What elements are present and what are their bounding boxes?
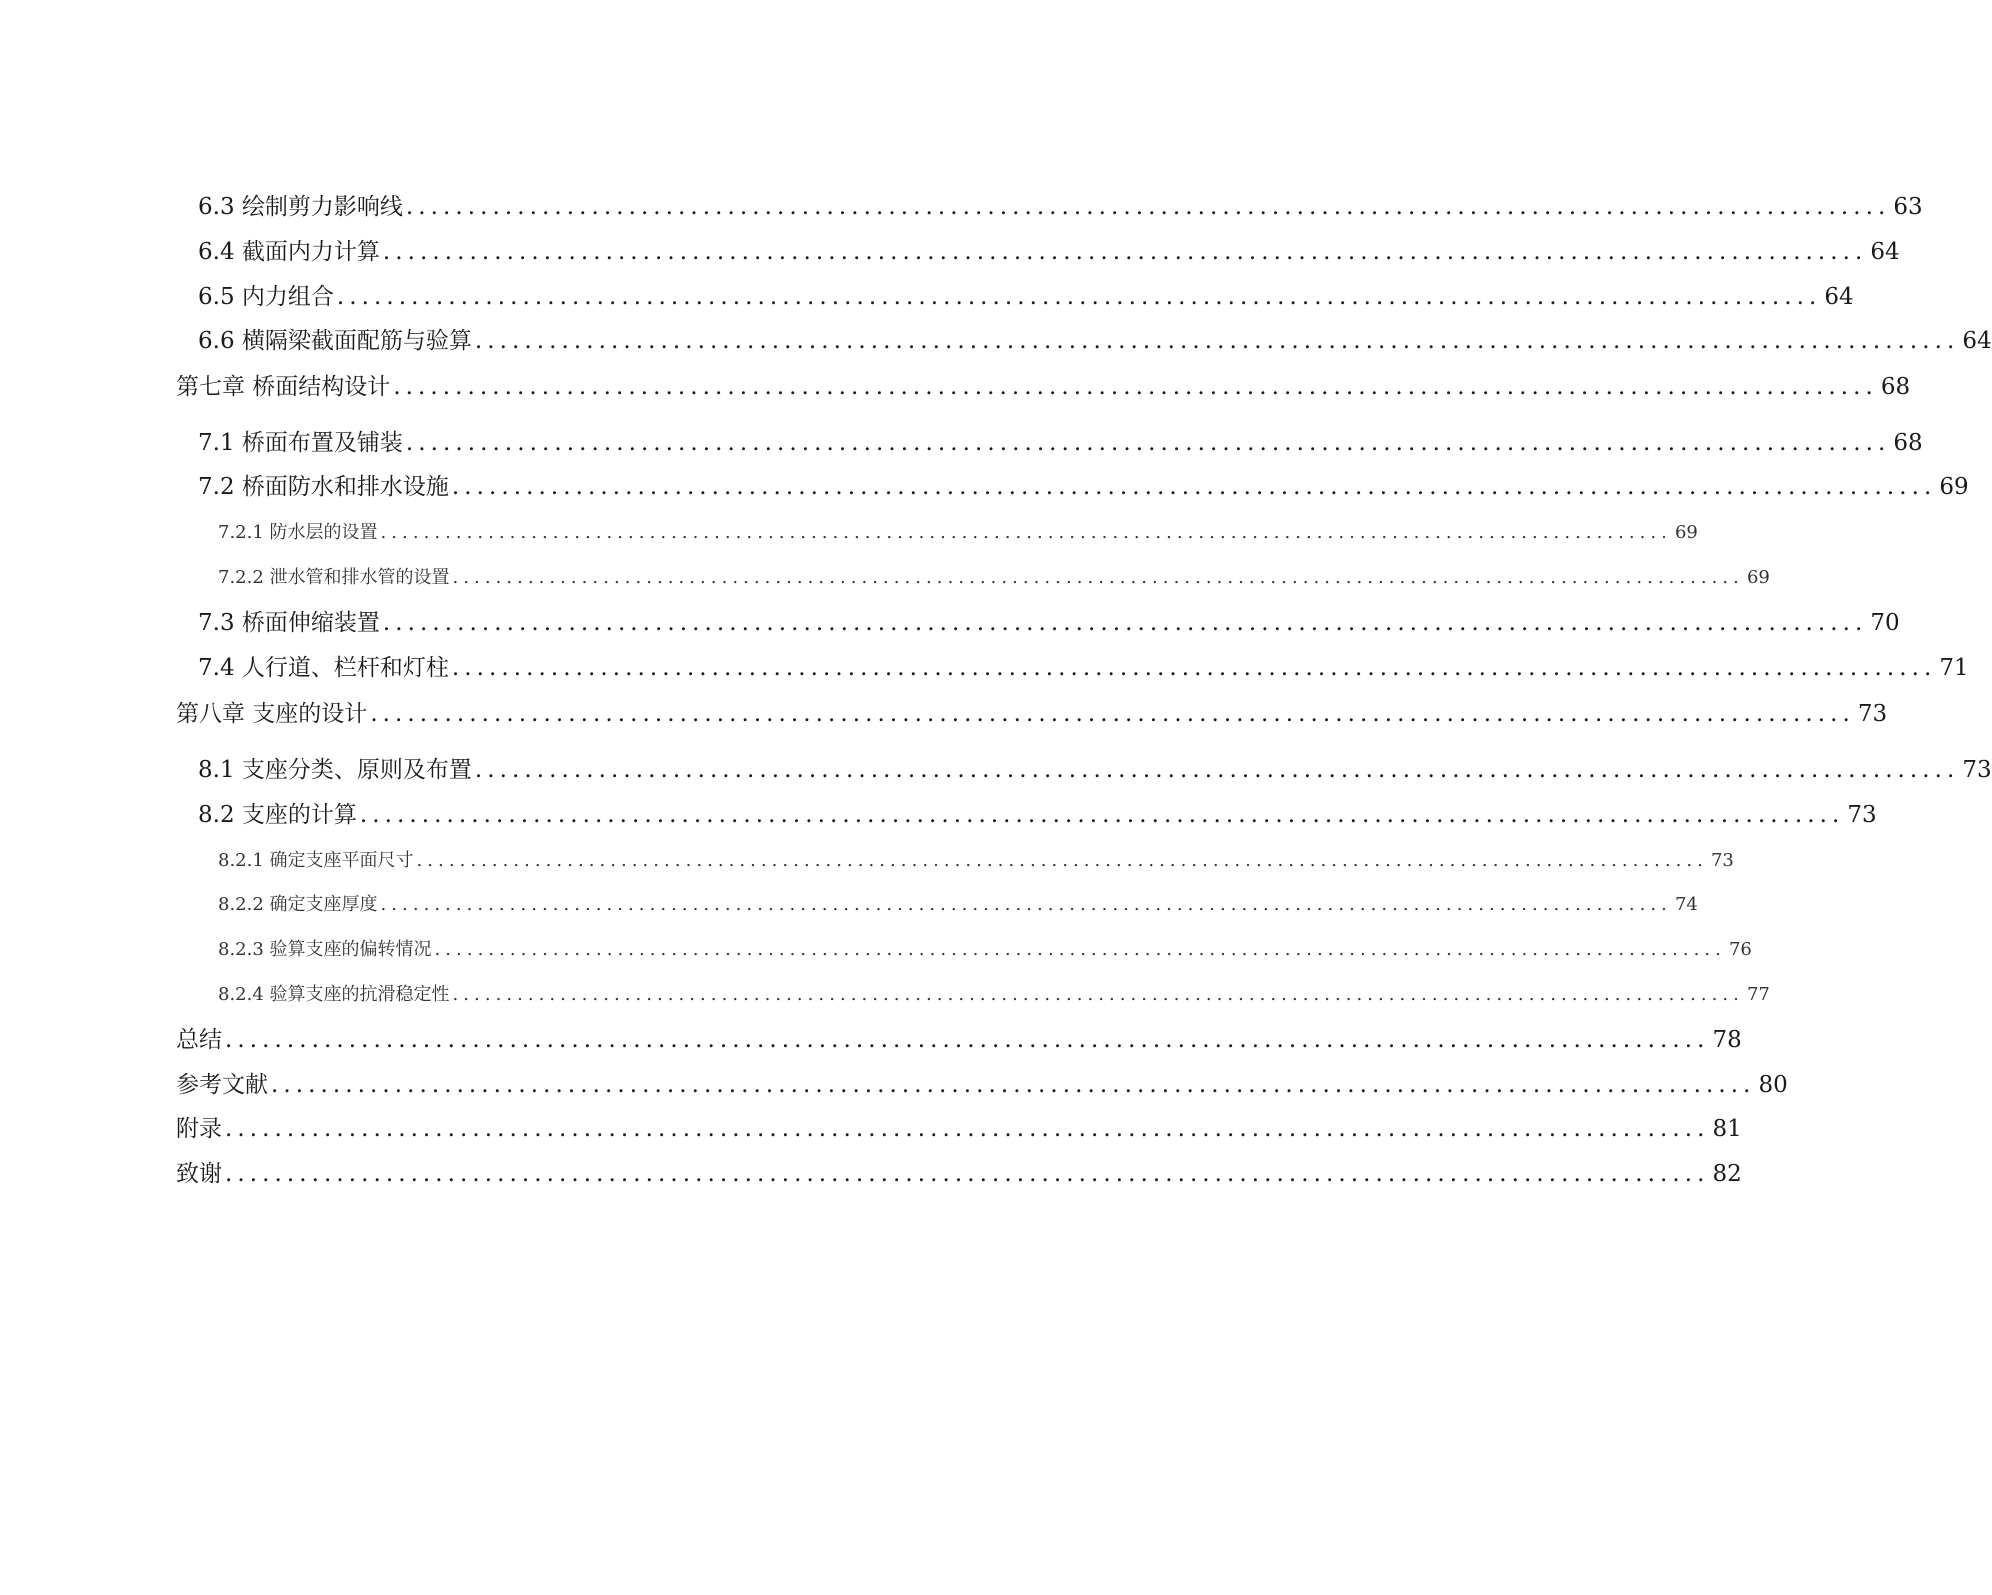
toc-entry[interactable]	[176, 1066, 1788, 1099]
toc-entry-page: 64	[1870, 239, 1900, 265]
toc-entry-page: 69	[1939, 474, 1969, 500]
dot-leader: ........................................................................................................................	[405, 194, 1891, 220]
toc-entry-label: 8.2.4 验算支座的抗滑稳定性	[218, 984, 450, 1005]
dot-leader: ........................................................................................................................	[370, 701, 1855, 727]
dot-leader: ........................................................................................................................	[225, 1027, 1710, 1053]
toc-entry-label: 8.2 支座的计算	[198, 802, 357, 828]
dot-leader: ........................................................................................................................	[271, 1072, 1756, 1098]
dot-leader: ........................................................................................................................	[405, 430, 1891, 456]
toc-entry-page: 81	[1712, 1116, 1742, 1142]
toc-entry-page: 68	[1880, 374, 1911, 400]
toc-entry-label: 参考文献	[176, 1072, 268, 1098]
toc-entry-page: 69	[1674, 522, 1698, 543]
toc-entry-page: 77	[1746, 984, 1770, 1005]
dot-leader: ........................................................................................................................	[393, 374, 1878, 400]
dot-leader: ........................................................................................................................	[380, 522, 1672, 543]
dot-leader: ........................................................................................................................	[382, 610, 1868, 636]
dot-leader: ........................................................................................................................	[336, 284, 1822, 310]
toc-entry-label: 6.4 截面内力计算	[198, 239, 380, 265]
toc-entry-label: 8.2.2 确定支座厚度	[218, 894, 378, 915]
toc-entry-label: 7.4 人行道、栏杆和灯柱	[198, 655, 449, 681]
toc-entry-label: 7.3 桥面伸缩装置	[198, 610, 380, 636]
dot-leader: ........................................................................................................................	[474, 757, 1960, 783]
toc-entry[interactable]	[218, 518, 1698, 544]
toc-entry[interactable]	[198, 188, 1923, 221]
toc-entry[interactable]	[218, 846, 1734, 872]
toc-entry-label: 6.6 横隔梁截面配筋与验算	[198, 328, 472, 354]
toc-entry[interactable]	[176, 1110, 1742, 1143]
toc-entry-page: 76	[1728, 939, 1752, 960]
toc-entry[interactable]	[176, 1021, 1742, 1054]
toc-entry-label: 第七章 桥面结构设计	[176, 374, 391, 400]
toc-entry[interactable]	[198, 604, 1900, 637]
toc-entry-page: 80	[1758, 1072, 1788, 1098]
toc-entry-label: 第八章 支座的设计	[176, 701, 368, 727]
dot-leader: ........................................................................................................................	[451, 655, 1937, 681]
toc-entry[interactable]	[198, 796, 1877, 829]
toc-entry-page: 69	[1746, 567, 1770, 588]
toc-entry-page: 64	[1962, 328, 1992, 354]
dot-leader: ........................................................................................................................	[225, 1161, 1710, 1187]
dot-leader: ........................................................................................................................	[474, 328, 1960, 354]
toc-entry-label: 附录	[176, 1116, 222, 1142]
toc-entry-label: 7.2.2 泄水管和排水管的设置	[218, 567, 450, 588]
toc-entry[interactable]	[218, 935, 1752, 961]
dot-leader: ........................................................................................................................	[382, 239, 1868, 265]
toc-entry-page: 73	[1710, 850, 1734, 871]
toc-entry[interactable]	[218, 980, 1770, 1006]
dot-leader: ........................................................................................................................	[359, 802, 1845, 828]
toc-entry-label: 7.2 桥面防水和排水设施	[198, 474, 449, 500]
toc-entry-label: 6.5 内力组合	[198, 284, 334, 310]
toc-entry[interactable]	[198, 233, 1900, 266]
dot-leader: ........................................................................................................................	[452, 567, 1744, 588]
toc-entry-page: 73	[1857, 701, 1888, 727]
dot-leader: ........................................................................................................................	[416, 850, 1708, 871]
dot-leader: ........................................................................................................................	[451, 474, 1937, 500]
toc-entry-page: 63	[1893, 194, 1923, 220]
dot-leader: ........................................................................................................................	[434, 939, 1726, 960]
toc-entry[interactable]	[176, 368, 1911, 401]
toc-entry[interactable]	[176, 1155, 1742, 1188]
toc-entry[interactable]	[218, 890, 1698, 916]
toc-entry-label: 总结	[176, 1027, 222, 1053]
toc-entry-label: 8.1 支座分类、原则及布置	[198, 757, 472, 783]
toc-entry-label: 6.3 绘制剪力影响线	[198, 194, 403, 220]
toc-entry[interactable]	[198, 278, 1854, 311]
toc-entry-page: 73	[1847, 802, 1877, 828]
toc-entry-page: 74	[1674, 894, 1698, 915]
toc-entry[interactable]	[198, 322, 1992, 355]
dot-leader: ........................................................................................................................	[225, 1116, 1710, 1142]
toc-entry[interactable]	[198, 424, 1923, 457]
dot-leader: ........................................................................................................................	[380, 894, 1672, 915]
toc-entry-page: 71	[1939, 655, 1969, 681]
toc-entry[interactable]	[198, 649, 1969, 682]
toc-entry-page: 68	[1893, 430, 1923, 456]
toc-entry-label: 致谢	[176, 1161, 222, 1187]
toc-entry-label: 7.1 桥面布置及铺装	[198, 430, 403, 456]
toc-entry-label: 8.2.3 验算支座的偏转情况	[218, 939, 432, 960]
toc-entry-page: 73	[1962, 757, 1992, 783]
toc-entry[interactable]	[218, 563, 1770, 589]
toc-entry[interactable]	[176, 695, 1888, 728]
toc-entry-label: 8.2.1 确定支座平面尺寸	[218, 850, 414, 871]
toc-entry[interactable]	[198, 751, 1992, 784]
toc-entry-page: 78	[1712, 1027, 1742, 1053]
toc-entry-label: 7.2.1 防水层的设置	[218, 522, 378, 543]
toc-entry-page: 82	[1712, 1161, 1742, 1187]
toc-entry[interactable]	[198, 468, 1969, 501]
dot-leader: ........................................................................................................................	[452, 984, 1744, 1005]
toc-entry-page: 64	[1824, 284, 1854, 310]
toc-entry-page: 70	[1870, 610, 1900, 636]
